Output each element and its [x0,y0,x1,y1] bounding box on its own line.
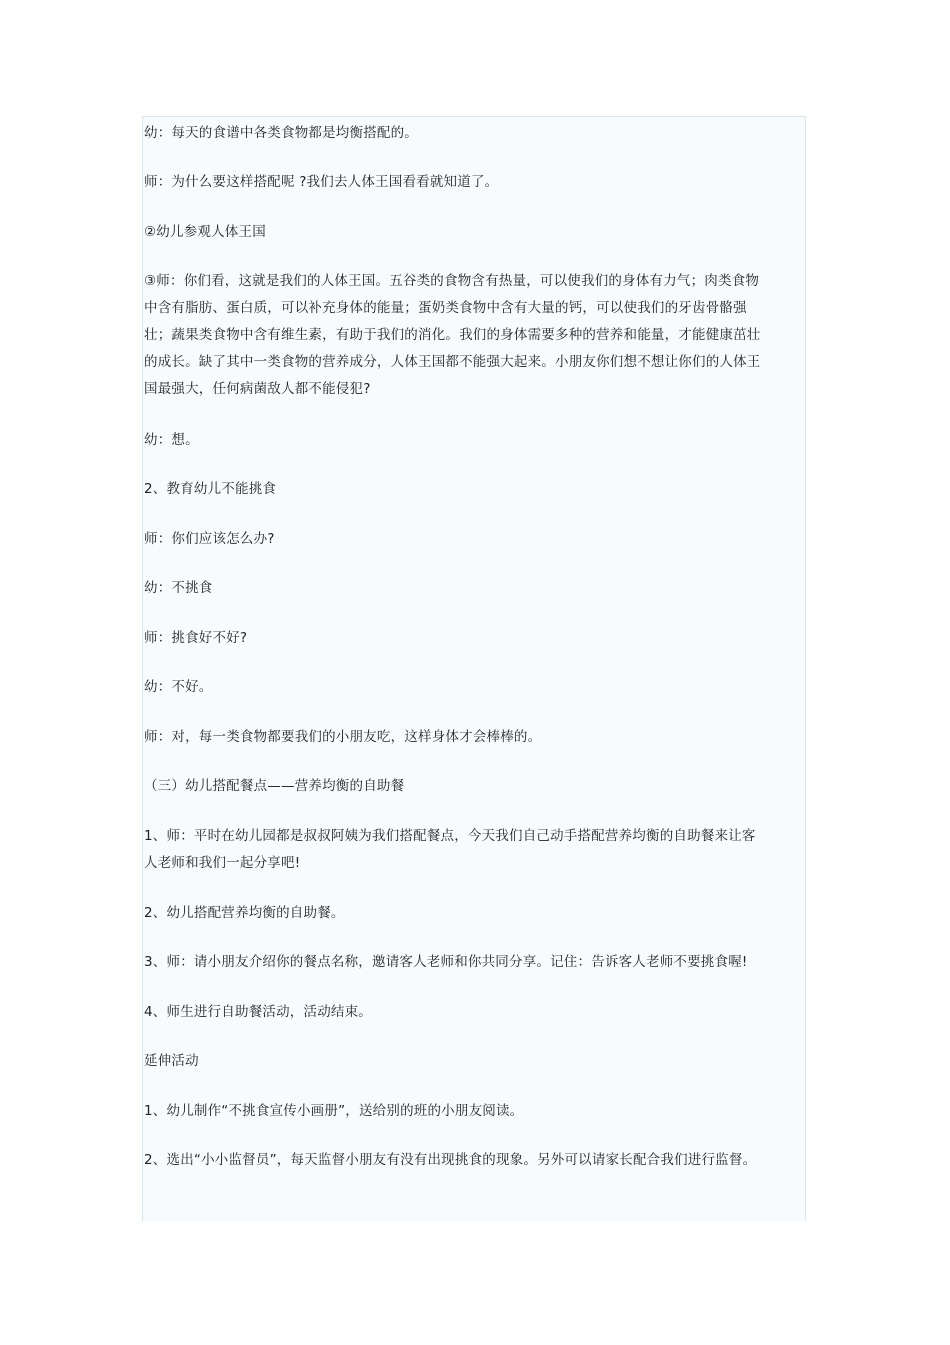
section-heading: （三）幼儿搭配餐点——营养均衡的自助餐 [144,778,405,794]
paragraph: 幼：每天的食谱中各类食物都是均衡搭配的。 [144,125,418,141]
paragraph: 师：为什么要这样搭配呢 ?我们去人体王国看看就知道了。 [144,174,499,190]
paragraph: 幼：想。 [144,432,199,448]
paragraph: 幼：不挑食 [144,580,213,596]
paragraph: 4、师生进行自助餐活动，活动结束。 [144,1004,372,1020]
paragraph: 师：你们应该怎么办? [144,531,275,547]
section-heading: 延伸活动 [144,1053,199,1069]
paragraph: 师：对，每一类食物都要我们的小朋友吃，这样身体才会棒棒的。 [144,729,542,745]
paragraph: 1、幼儿制作“不挑食宣传小画册”，送给别的班的小朋友阅读。 [144,1103,524,1119]
paragraph: 1、师：平时在幼儿园都是叔叔阿姨为我们搭配餐点，今天我们自己动手搭配营养均衡的自助餐来让客人老师和我们一起分享吧! [144,828,756,871]
paragraph: 2、幼儿搭配营养均衡的自助餐。 [144,905,345,921]
paragraph: 2、选出“小小监督员”，每天监督小朋友有没有出现挑食的现象。另外可以请家长配合我们进行监督。 [144,1152,757,1168]
paragraph: 3、师：请小朋友介绍你的餐点名称，邀请客人老师和你共同分享。记住：告诉客人老师不要挑食喔! [144,954,748,970]
paragraph: ③师：你们看，这就是我们的人体王国。五谷类的食物含有热量，可以使我们的身体有力气；肉类食物中含有脂肪、蛋白质，可以补充身体的能量；蛋奶类食物中含有大量的钙，可以使我们的牙齿骨骼强壮；蔬果类食物中含有维生素，有助于我们的消化。我们的身体需要多种的营养和能量，才能健康茁壮的成长。缺了其中一类食物的营养成分，人体王国都不能强大起来。小朋友你们想不想让你们的人体王国最强大，任何病菌敌人都不能侵犯? [144,273,761,397]
paragraph: ②幼儿参观人体王国 [144,224,266,240]
paragraph: 师：挑食好不好? [144,630,248,646]
paragraph: 2、教育幼儿不能挑食 [144,481,277,497]
paragraph: 幼：不好。 [144,679,213,695]
